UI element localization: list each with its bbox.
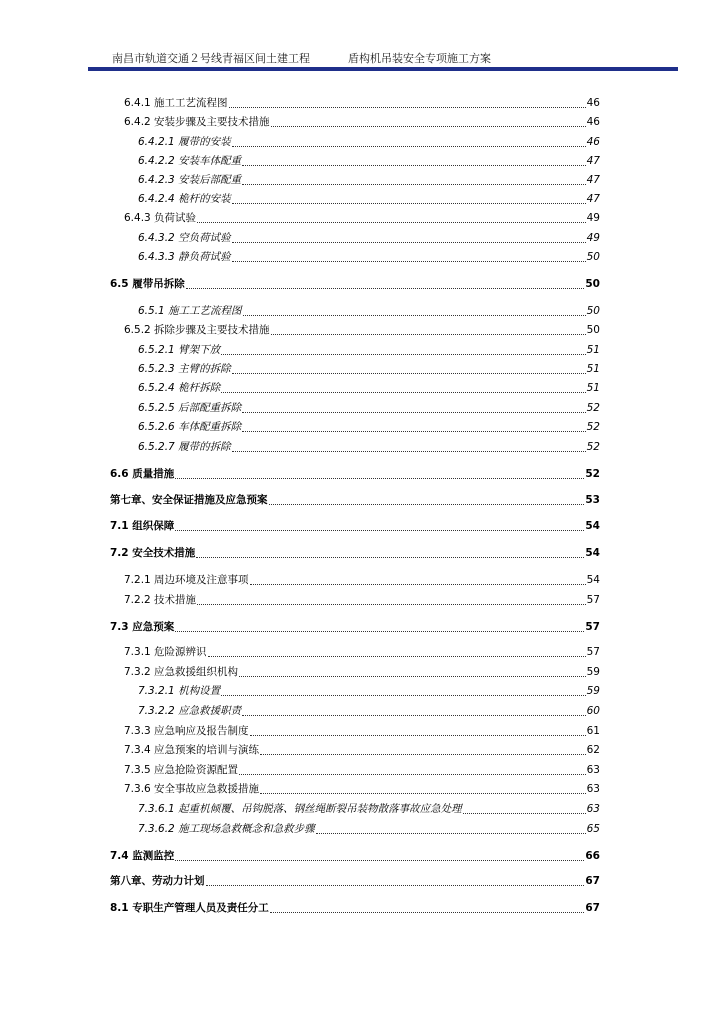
toc-entry[interactable] [110,95,600,111]
toc-leader-dots [260,746,586,755]
toc-leader-dots [250,576,586,585]
toc-entry-label: 7.1 组织保障 [110,520,175,532]
toc-entry[interactable] [110,518,600,534]
toc-entry[interactable] [110,303,600,319]
toc-entry-page-number: 63 [586,803,600,815]
toc-entry-label: 6.4.3 负荷试验 [124,212,197,224]
toc-leader-dots [221,384,586,393]
toc-entry-page-number: 52 [586,441,600,453]
toc-entry[interactable] [110,644,600,660]
toc-entry-label: 6.4.2.4 桅杆的安装 [138,193,231,205]
toc-entry[interactable] [110,342,600,358]
toc-leader-dots [250,727,586,736]
toc-entry-page-number: 60 [586,705,600,717]
toc-entry-page-number: 47 [586,155,600,167]
toc-entry-label: 7.3.1 危险源辨识 [124,646,207,658]
toc-entry-page-number: 63 [586,783,600,795]
toc-entry-label: 第七章、安全保证措施及应急预案 [110,494,268,506]
toc-entry-label: 7.3.2.2 应急救援职责 [138,705,242,717]
toc-entry-label: 7.3 应急预案 [110,621,175,633]
toc-leader-dots [175,852,584,861]
toc-entry-label: 7.2.2 技术措施 [124,594,197,606]
toc-entry[interactable] [110,114,600,130]
toc-entry-label: 6.4.3.3 静负荷试验 [138,251,231,263]
toc-entry-label: 8.1 专职生产管理人员及责任分工 [110,902,269,914]
toc-leader-dots [175,623,584,632]
toc-entry-label: 7.3.5 应急抢险资源配置 [124,764,239,776]
toc-entry-label: 6.5.2.1 臂架下放 [138,344,221,356]
toc-entry[interactable] [110,723,600,739]
toc-entry-page-number: 52 [585,468,600,480]
toc-entry-page-number: 52 [586,402,600,414]
toc-leader-dots [316,825,586,834]
toc-leader-dots [260,785,586,794]
toc-entry[interactable] [110,873,600,889]
toc-leader-dots [239,766,586,775]
toc-leader-dots [197,596,586,605]
toc-entry[interactable] [110,172,600,188]
toc-leader-dots [270,904,585,913]
toc-leader-dots [242,404,586,413]
toc-leader-dots [242,176,586,185]
toc-entry[interactable] [110,592,600,608]
toc-entry-label: 6.5.2.5 后部配重拆除 [138,402,242,414]
toc-entry-label: 6.5.2.6 车体配重拆除 [138,421,242,433]
toc-leader-dots [229,99,586,108]
toc-entry-label: 6.5 履带吊拆除 [110,278,185,290]
header-rule [88,67,678,71]
toc-entry-label: 6.6 质量措施 [110,468,175,480]
toc-entry-page-number: 52 [586,421,600,433]
toc-entry-page-number: 57 [586,594,600,606]
toc-entry-page-number: 49 [586,212,600,224]
toc-entry-page-number: 59 [586,685,600,697]
header-document-title: 盾构机吊装安全专项施工方案 [348,52,491,65]
toc-entry-label: 7.3.2.1 机构设置 [138,685,221,697]
toc-entry-page-number: 46 [586,97,600,109]
toc-entry[interactable] [110,619,600,635]
toc-entry-page-number: 49 [586,232,600,244]
toc-entry-page-number: 51 [586,344,600,356]
toc-entry-label: 7.2 安全技术措施 [110,547,196,559]
toc-entry-page-number: 50 [586,305,600,317]
toc-entry[interactable] [110,762,600,778]
toc-leader-dots [232,443,586,452]
header-project-title: 南昌市轨道交通２号线青福区间土建工程 [112,52,310,65]
toc-entry-label: 6.5.2.7 履带的拆除 [138,441,231,453]
toc-entry[interactable] [110,191,600,207]
toc-leader-dots [243,307,586,316]
toc-entry[interactable] [110,572,600,588]
toc-entry[interactable] [110,781,600,797]
toc-entry[interactable] [110,664,600,680]
toc-entry[interactable] [110,545,600,561]
toc-leader-dots [175,470,584,479]
toc-entry-page-number: 51 [586,382,600,394]
toc-leader-dots [197,214,586,223]
toc-entry-page-number: 54 [586,574,600,586]
toc-entry-page-number: 47 [586,174,600,186]
toc-leader-dots [269,496,585,505]
toc-entry-page-number: 54 [585,547,600,559]
toc-entry[interactable] [110,821,600,837]
toc-entry-page-number: 65 [586,823,600,835]
toc-entry[interactable] [110,492,600,508]
toc-entry[interactable] [110,742,600,758]
toc-entry-label: 6.5.2 拆除步骤及主要技术措施 [124,324,270,336]
toc-leader-dots [196,549,584,558]
toc-entry-page-number: 62 [586,744,600,756]
toc-entry-label: 6.4.3.2 空负荷试验 [138,232,231,244]
toc-leader-dots [242,423,586,432]
toc-entry-label: 7.3.4 应急预案的培训与演练 [124,744,260,756]
toc-entry[interactable] [110,230,600,246]
toc-entry-label: 7.2.1 周边环境及注意事项 [124,574,249,586]
toc-entry[interactable] [110,322,600,338]
toc-entry-page-number: 54 [585,520,600,532]
toc-leader-dots [271,118,586,127]
toc-leader-dots [221,346,586,355]
toc-entry[interactable] [110,466,600,482]
toc-leader-dots [175,522,584,531]
toc-entry-label: 6.4.2 安装步骤及主要技术措施 [124,116,270,128]
toc-entry-page-number: 53 [585,494,600,506]
toc-entry-page-number: 50 [586,324,600,336]
toc-leader-dots [232,365,586,374]
toc-entry-page-number: 50 [586,251,600,263]
toc-entry[interactable] [110,439,600,455]
toc-entry-label: 7.3.6.2 施工现场急救概念和急救步骤 [138,823,315,835]
toc-entry-label: 7.3.2 应急救援组织机构 [124,666,239,678]
toc-entry-label: 6.4.2.2 安装车体配重 [138,155,242,167]
toc-entry[interactable] [110,276,600,292]
toc-leader-dots [232,253,586,262]
toc-entry[interactable] [110,380,600,396]
toc-entry-label: 7.3.3 应急响应及报告制度 [124,725,249,737]
toc-entry-page-number: 61 [586,725,600,737]
toc-entry[interactable] [110,703,600,719]
toc-leader-dots [242,157,586,166]
toc-entry-page-number: 59 [586,666,600,678]
toc-leader-dots [271,326,586,335]
toc-entry-label: 6.4.2.3 安装后部配重 [138,174,242,186]
toc-leader-dots [186,280,585,289]
toc-entry[interactable] [110,361,600,377]
toc-entry-page-number: 66 [585,850,600,862]
toc-entry-label: 6.5.2.4 桅杆拆除 [138,382,221,394]
toc-entry-label: 6.4.2.1 履带的安装 [138,136,231,148]
toc-entry-page-number: 47 [586,193,600,205]
toc-entry-label: 7.4 监测监控 [110,850,175,862]
toc-leader-dots [206,877,585,886]
toc-entry[interactable] [110,134,600,150]
toc-entry-page-number: 46 [586,136,600,148]
toc-entry[interactable] [110,683,600,699]
toc-entry-label: 7.3.6 安全事故应急救援措施 [124,783,260,795]
toc-entry[interactable] [110,419,600,435]
toc-entry-label: 6.5.1 施工工艺流程图 [138,305,242,317]
toc-entry-label: 6.5.2.3 主臂的拆除 [138,363,231,375]
toc-entry-page-number: 57 [585,621,600,633]
toc-leader-dots [221,687,586,696]
toc-entry-label: 7.3.6.1 起重机倾覆、吊钩脱落、钢丝绳断裂吊装物散落事故应急处理 [138,803,462,815]
toc-entry-label: 6.4.1 施工工艺流程图 [124,97,228,109]
toc-entry[interactable] [110,801,600,817]
toc-leader-dots [463,805,586,814]
toc-leader-dots [208,648,586,657]
toc-entry[interactable] [110,400,600,416]
toc-leader-dots [232,195,586,204]
toc-entry[interactable] [110,900,600,916]
toc-entry-page-number: 50 [585,278,600,290]
toc-leader-dots [242,707,586,716]
toc-entry[interactable] [110,153,600,169]
toc-entry[interactable] [110,210,600,226]
toc-leader-dots [232,138,586,147]
toc-leader-dots [239,668,586,677]
toc-entry-page-number: 57 [586,646,600,658]
toc-entry[interactable] [110,249,600,265]
toc-entry-page-number: 51 [586,363,600,375]
toc-entry-page-number: 63 [586,764,600,776]
toc-entry-page-number: 67 [585,875,600,887]
toc-leader-dots [232,234,586,243]
toc-entry-page-number: 67 [585,902,600,914]
toc-entry[interactable] [110,848,600,864]
toc-entry-label: 第八章、劳动力计划 [110,875,205,887]
toc-entry-page-number: 46 [586,116,600,128]
